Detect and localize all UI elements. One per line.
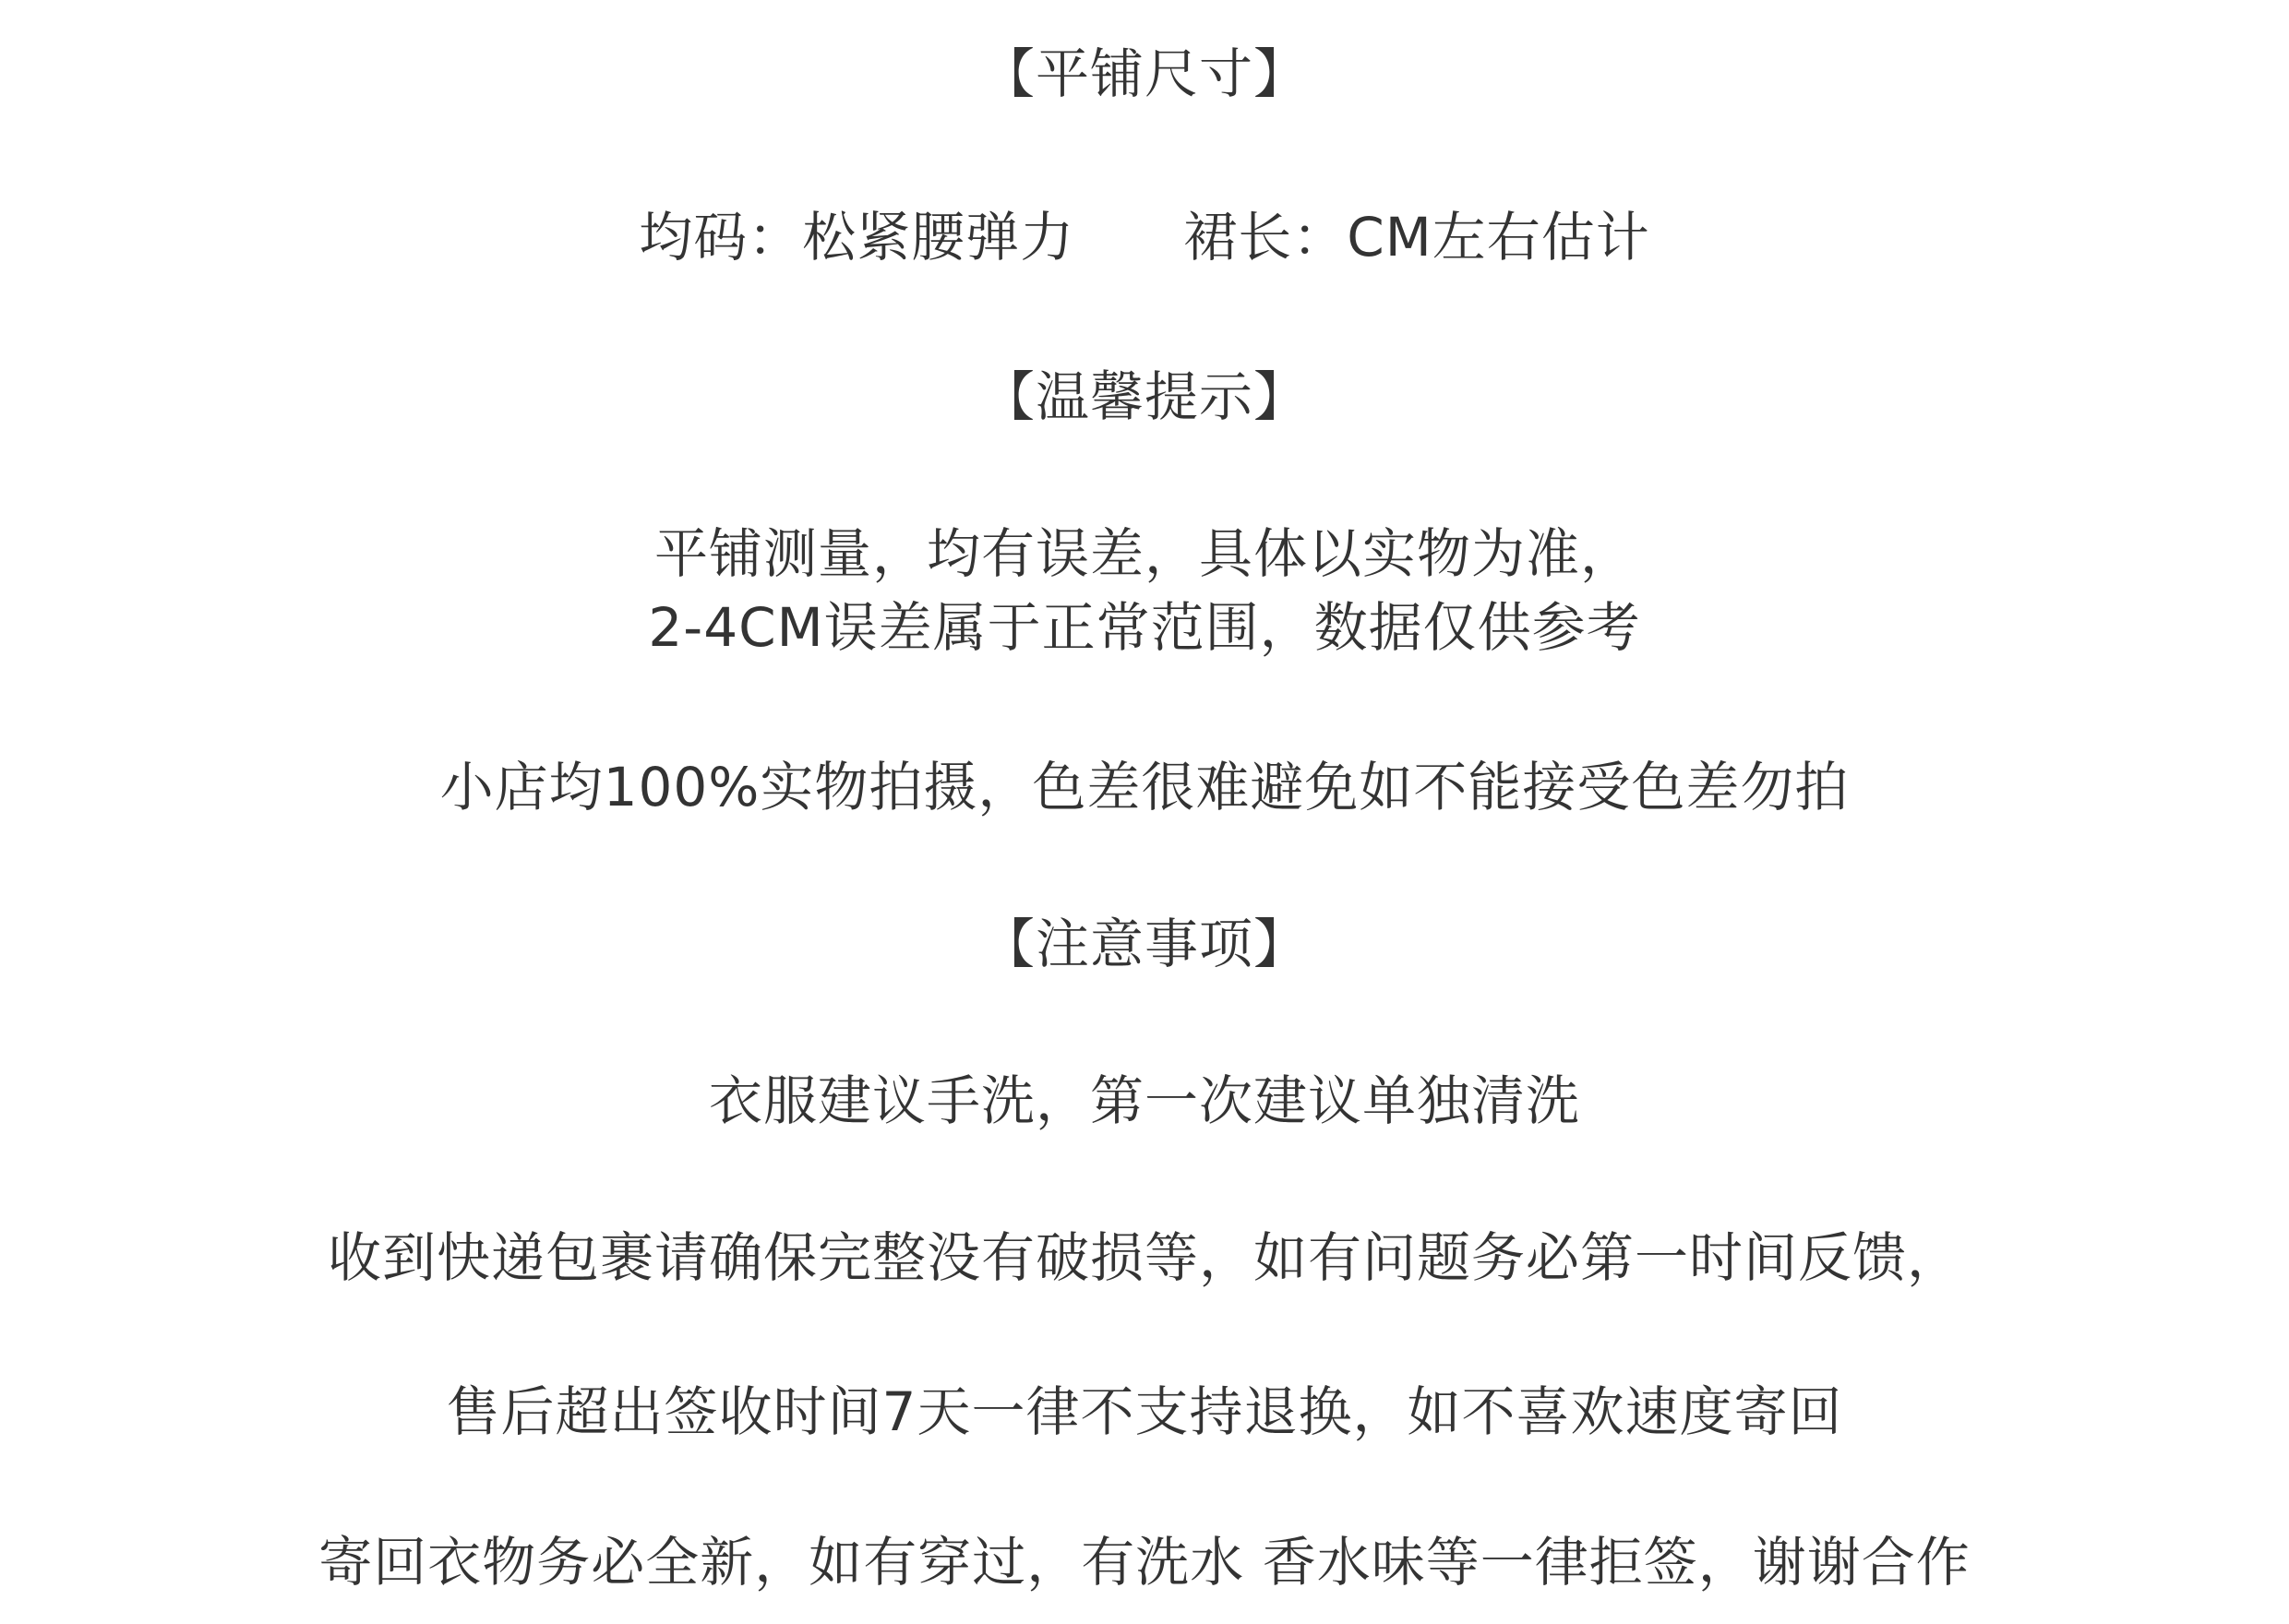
notes-return-condition-text: 寄回衣物务必全新，如有穿过，有洗水 香水味等一律拒签，谢谢合作 [318,1531,1971,1594]
tips-measurement-tolerance-text-1: 平铺测量，均有误差，具体以实物为准， [653,522,1635,585]
tips-section-title: 【温馨提示】 [980,365,1308,428]
notes-return-policy-text: 售后超出签收时间7天一律不支持退换，如不喜欢速度寄回 [446,1380,1843,1443]
notes-section-title: 【注意事项】 [980,913,1308,975]
notes-washing-text: 衣服建议手洗，第一次建议单独清洗 [708,1069,1580,1132]
tips-measurement-tolerance-text-2: 2-4CM误差属于正常范围，数据仅供参考 [648,596,1641,659]
size-measurements-text: 均码：松紧腰弹力 裙长：CM左右估计 [639,206,1650,269]
size-section-title: 【平铺尺寸】 [980,42,1308,105]
tips-color-difference-text: 小店均100%实物拍摄，色差很难避免如不能接受色差勿拍 [439,756,1850,818]
notes-package-inspection-text: 收到快递包裹请确保完整没有破损等，如有问题务必第一时间反馈， [327,1226,1961,1289]
